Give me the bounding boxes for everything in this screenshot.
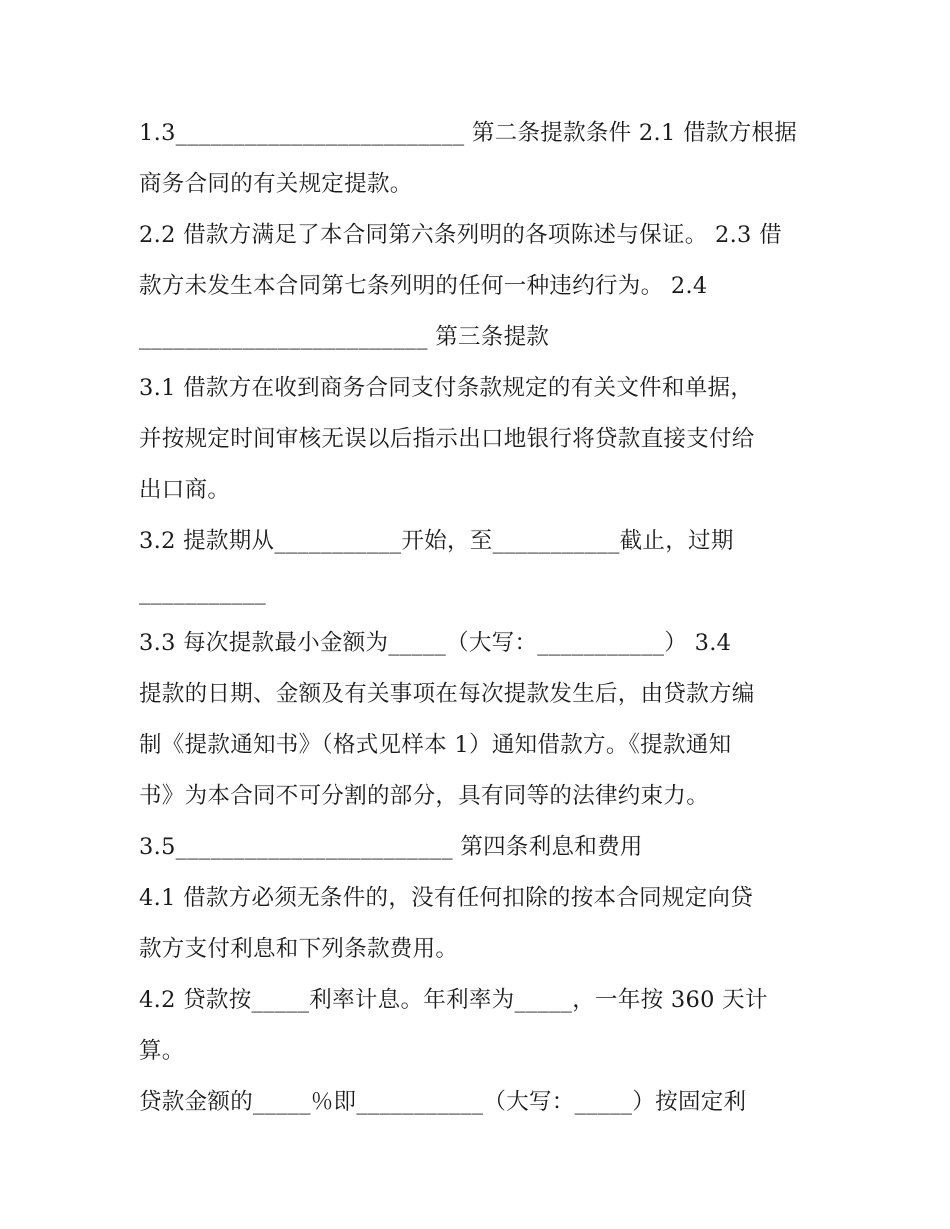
- text-line: 2.2 借款方满足了本合同第六条列明的各项陈述与保证。 2.3 借: [139, 222, 782, 248]
- text-line: 款方支付利息和下列条款费用。: [139, 936, 459, 962]
- text-line: 算。: [139, 1038, 185, 1064]
- text-line: 款方未发生本合同第七条列明的任何一种违约行为。 2.4: [139, 273, 708, 299]
- text-line: 制《提款通知书》（格式见样本 1）通知借款方。《提款通知: [139, 732, 732, 758]
- text-line: 并按规定时间审核无误以后指示出口地银行将贷款直接支付给: [139, 426, 755, 452]
- text-line: 商务合同的有关规定提款。: [139, 171, 413, 197]
- text-line: 提款的日期、金额及有关事项在每次提款发生后，由贷款方编: [139, 681, 755, 707]
- text-line: 3.1 借款方在收到商务合同支付条款规定的有关文件和单据，: [139, 375, 754, 401]
- text-line: 4.2 贷款按_____利率计息。年利率为_____，一年按 360 天计: [139, 987, 768, 1013]
- text-line: 贷款金额的_____％即___________（大写：_____）按固定利: [139, 1089, 747, 1115]
- text-line: 1.3_________________________ 第二条提款条件 2.1 借款方根据: [139, 120, 798, 146]
- text-line: 3.5________________________ 第四条利息和费用: [139, 834, 643, 860]
- text-line: 3.3 每次提款最小金额为_____（大写：___________） 3.4: [139, 630, 732, 656]
- text-line: ___________: [139, 579, 267, 605]
- text-line: 3.2 提款期从___________开始，至___________截止，过期: [139, 528, 734, 554]
- text-line: 书》为本合同不可分割的部分，具有同等的法律约束力。: [139, 783, 710, 809]
- text-line: 出口商。: [139, 477, 231, 503]
- document-page: [139, 108, 829, 1128]
- text-line: _________________________ 第三条提款: [139, 324, 550, 350]
- text-line: 4.1 借款方必须无条件的，没有任何扣除的按本合同规定向贷: [139, 885, 754, 911]
